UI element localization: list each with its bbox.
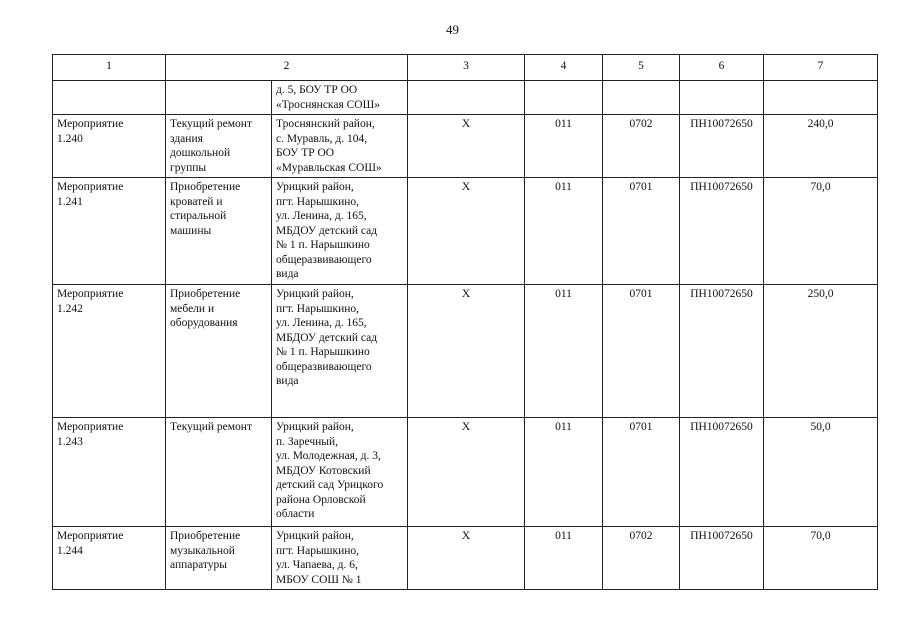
cell-c6: ПН10072650 <box>680 178 764 285</box>
cell-c6 <box>680 81 764 115</box>
table-row-continuation <box>53 81 878 115</box>
cell-event: Мероприятие 1.240 <box>53 115 166 178</box>
column-header: 5 <box>603 55 680 81</box>
table-row <box>53 527 878 590</box>
cell-c7: 70,0 <box>764 178 878 285</box>
cell-name: Текущий ремонт <box>166 418 272 527</box>
page-number: 49 <box>446 22 459 37</box>
cell-c7 <box>764 81 878 115</box>
cell-c7: 50,0 <box>764 418 878 527</box>
cell-c4: 011 <box>525 285 603 418</box>
cell-address: Урицкий район, пгт. Нарышкино, ул. Ленина, д. 165, МБДОУ детский сад № 1 п. Нарышкино общеразвивающего вида <box>272 285 408 418</box>
cell-name <box>166 81 272 115</box>
cell-address: Урицкий район, п. Заречный, ул. Молодежная, д. 3, МБДОУ Котовский детский сад Урицкого района Орловской области <box>272 418 408 527</box>
cell-c3: Х <box>408 418 525 527</box>
column-header: 7 <box>764 55 878 81</box>
cell-c5 <box>603 81 680 115</box>
cell-name: Текущий ремонт здания дошкольной группы <box>166 115 272 178</box>
cell-c6: ПН10072650 <box>680 527 764 590</box>
cell-c5: 0701 <box>603 418 680 527</box>
cell-c5: 0702 <box>603 115 680 178</box>
column-header: 4 <box>525 55 603 81</box>
cell-c3: Х <box>408 115 525 178</box>
cell-c7: 250,0 <box>764 285 878 418</box>
column-header: 3 <box>408 55 525 81</box>
cell-event: Мероприятие 1.244 <box>53 527 166 590</box>
cell-event <box>53 81 166 115</box>
column-header: 1 <box>53 55 166 81</box>
cell-c3: Х <box>408 285 525 418</box>
table-row <box>53 178 878 285</box>
cell-c6: ПН10072650 <box>680 115 764 178</box>
cell-name: Приобретение музыкальной аппаратуры <box>166 527 272 590</box>
cell-c5: 0701 <box>603 178 680 285</box>
cell-name: Приобретение кроватей и стиральной машины <box>166 178 272 285</box>
cell-c6: ПН10072650 <box>680 418 764 527</box>
cell-c3: Х <box>408 527 525 590</box>
cell-c4: 011 <box>525 527 603 590</box>
cell-event: Мероприятие 1.241 <box>53 178 166 285</box>
cell-c4: 011 <box>525 115 603 178</box>
cell-c4 <box>525 81 603 115</box>
table-row <box>53 418 878 527</box>
cell-address: д. 5, БОУ ТР ОО «Троснянская СОШ» <box>272 81 408 115</box>
header-row <box>53 55 878 81</box>
cell-c4: 011 <box>525 418 603 527</box>
cell-name: Приобретение мебели и оборудования <box>166 285 272 418</box>
cell-c7: 70,0 <box>764 527 878 590</box>
cell-c6: ПН10072650 <box>680 285 764 418</box>
cell-c3: Х <box>408 178 525 285</box>
column-header: 6 <box>680 55 764 81</box>
table-row <box>53 115 878 178</box>
cell-event: Мероприятие 1.242 <box>53 285 166 418</box>
cell-address: Урицкий район, пгт. Нарышкино, ул. Ленина, д. 165, МБДОУ детский сад № 1 п. Нарышкино общеразвивающего вида <box>272 178 408 285</box>
cell-c5: 0702 <box>603 527 680 590</box>
cell-address: Троснянский район, с. Муравль, д. 104, БОУ ТР ОО «Муравльская СОШ» <box>272 115 408 178</box>
cell-c3 <box>408 81 525 115</box>
cell-c7: 240,0 <box>764 115 878 178</box>
column-header: 2 <box>166 55 408 81</box>
cell-address: Урицкий район, пгт. Нарышкино, ул. Чапаева, д. 6, МБОУ СОШ № 1 <box>272 527 408 590</box>
budget-table <box>52 54 878 590</box>
cell-c5: 0701 <box>603 285 680 418</box>
cell-c4: 011 <box>525 178 603 285</box>
table-row <box>53 285 878 418</box>
cell-event: Мероприятие 1.243 <box>53 418 166 527</box>
